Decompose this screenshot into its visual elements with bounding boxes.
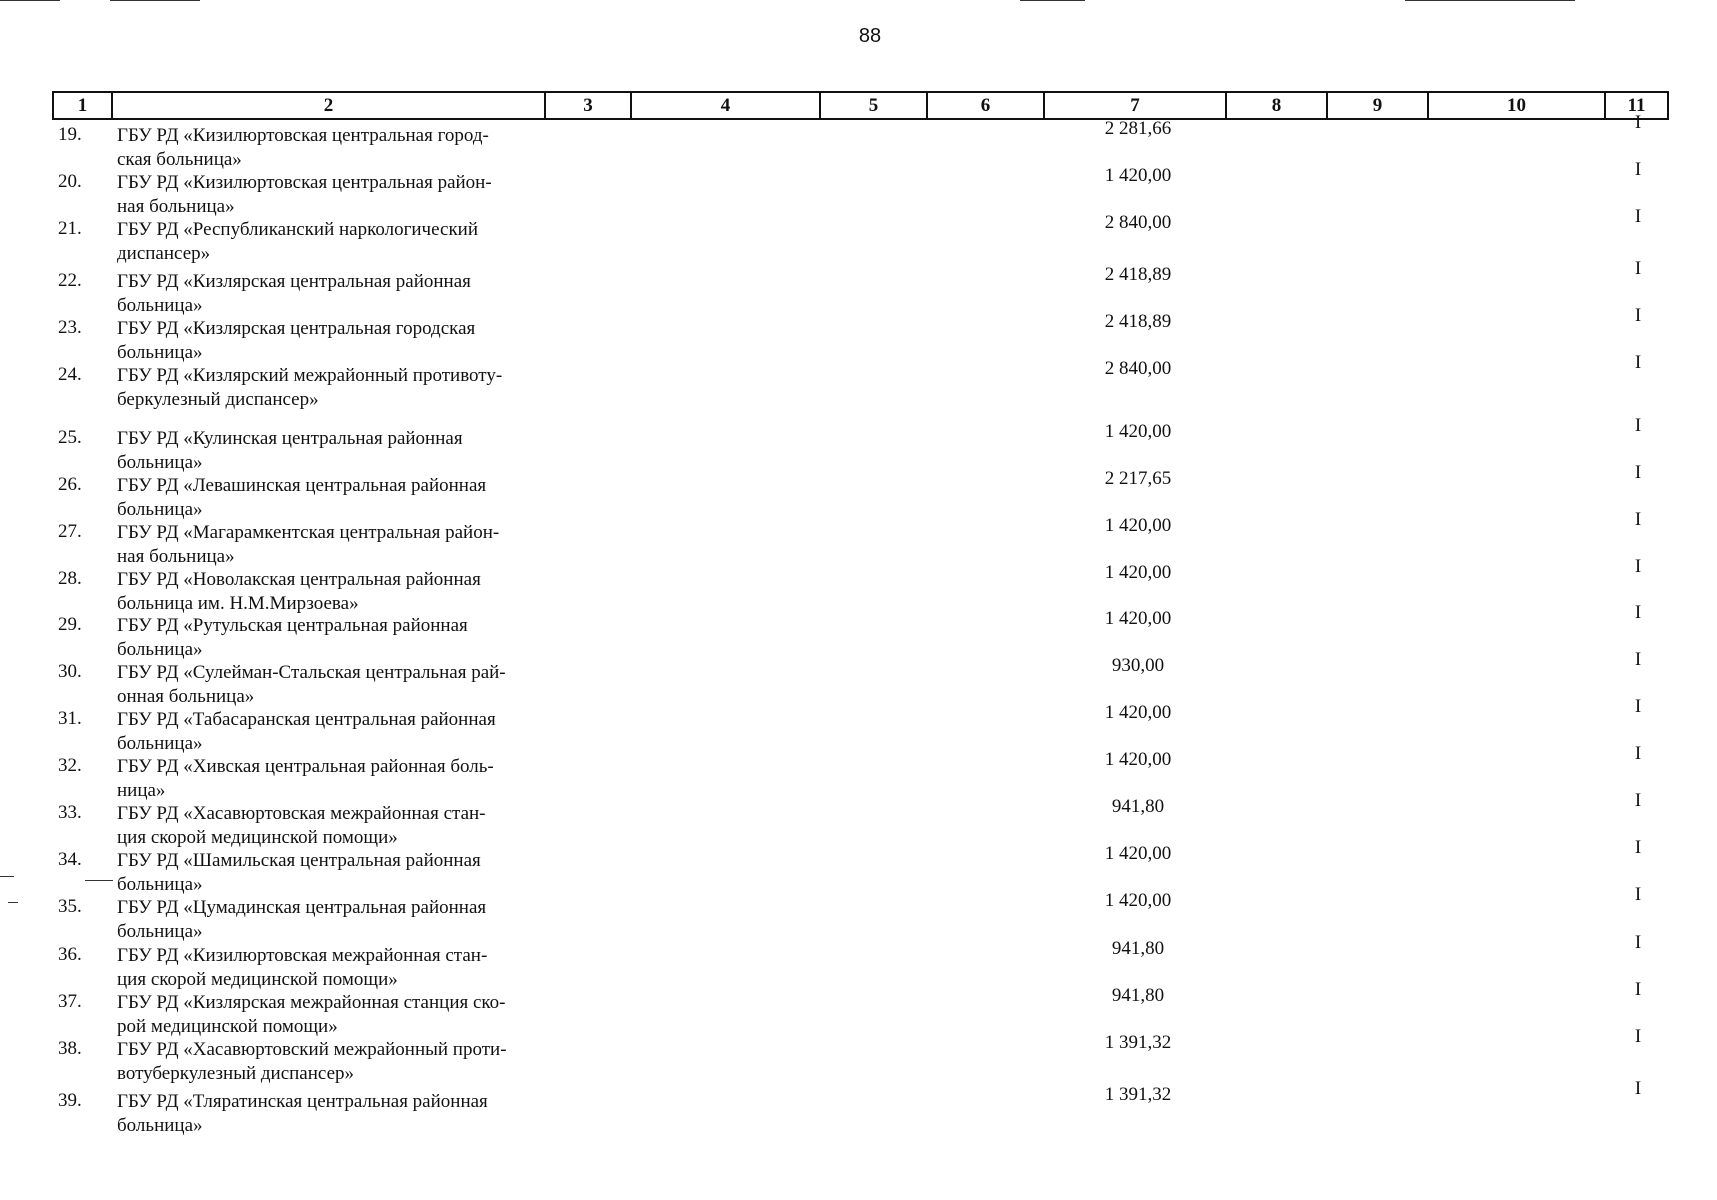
header-col-6: 6 [927, 92, 1044, 119]
scan-artifact [8, 902, 18, 903]
institution-name [117, 521, 547, 569]
column-7-value: 2 281,66 [1104, 118, 1172, 139]
institution-name-line: ская больница» [117, 149, 242, 170]
column-7-value: 1 391,32 [1104, 1032, 1172, 1053]
column-11-value: I [1634, 743, 1642, 764]
row-number: 32. [58, 755, 82, 776]
column-7-value: 2 840,00 [1104, 358, 1172, 379]
institution-name [117, 661, 547, 709]
row-number: 22. [58, 270, 82, 291]
row-number: 23. [58, 317, 82, 338]
institution-name-line: ГБУ РД «Цумадинская центральная районная [117, 897, 487, 918]
institution-name-line: больница» [117, 295, 203, 316]
row-number: 37. [58, 991, 82, 1012]
institution-name-line: диспансер» [117, 243, 211, 264]
column-7-value: 2 840,00 [1104, 212, 1172, 233]
header-row [53, 92, 1668, 119]
header-col-10: 10 [1428, 92, 1605, 119]
institution-name [117, 427, 547, 475]
institution-name [117, 124, 547, 172]
institution-name [117, 991, 547, 1039]
column-11-value: I [1634, 649, 1642, 670]
institution-name-line: ГБУ РД «Хасавюртовская межрайонная стан- [117, 803, 486, 824]
row-number: 29. [58, 614, 82, 635]
column-11-value: I [1634, 305, 1642, 326]
row-number: 34. [58, 849, 82, 870]
institution-name-line: ГБУ РД «Шамильская центральная районная [117, 850, 481, 871]
column-7-value: 2 217,65 [1104, 468, 1172, 489]
institution-name-line: беркулезный диспансер» [117, 389, 319, 410]
institution-name-line: рой медицинской помощи» [117, 1016, 338, 1037]
column-7-value: 1 420,00 [1104, 749, 1172, 770]
row-number: 35. [58, 896, 82, 917]
header-col-11: 11 [1605, 92, 1668, 119]
scan-artifact [110, 0, 200, 1]
institution-name [117, 218, 547, 266]
institution-name [117, 171, 547, 219]
header-col-4: 4 [631, 92, 820, 119]
scan-artifact [0, 0, 60, 1]
column-11-value: I [1634, 979, 1642, 1000]
column-11-value: I [1634, 159, 1642, 180]
institution-name-line: ГБУ РД «Тляратинская центральная районная [117, 1091, 488, 1112]
scan-artifact [0, 876, 14, 877]
column-7-value: 1 420,00 [1104, 890, 1172, 911]
scan-artifact [85, 880, 113, 881]
row-number: 25. [58, 427, 82, 448]
header-col-3: 3 [545, 92, 631, 119]
row-number: 38. [58, 1038, 82, 1059]
column-7-value: 941,80 [1111, 796, 1165, 817]
institution-name-line: ГБУ РД «Рутульская центральная районная [117, 615, 468, 636]
institution-name-line: больница им. Н.М.Мирзоева» [117, 593, 359, 614]
institution-name [117, 568, 547, 616]
column-7-value: 1 420,00 [1104, 515, 1172, 536]
column-7-value: 1 420,00 [1104, 421, 1172, 442]
column-11-value: I [1634, 884, 1642, 905]
column-7-value: 2 418,89 [1104, 264, 1172, 285]
institution-name-line: ГБУ РД «Левашинская центральная районная [117, 475, 487, 496]
institution-name-line: ГБУ РД «Хивская центральная районная боль- [117, 756, 494, 777]
institution-name-line: больница» [117, 499, 203, 520]
institution-name-line: ГБУ РД «Кизлярская межрайонная станция ско- [117, 992, 506, 1013]
column-7-value: 1 420,00 [1104, 702, 1172, 723]
row-number: 39. [58, 1090, 82, 1111]
institution-name [117, 944, 547, 992]
institution-name-line: ная больница» [117, 546, 235, 567]
column-header-table [52, 91, 1669, 120]
row-number: 33. [58, 802, 82, 823]
institution-name [117, 614, 547, 662]
institution-name-line: вотуберкулезный диспансер» [117, 1063, 355, 1084]
institution-name-line: онная больница» [117, 686, 255, 707]
column-7-value: 1 420,00 [1104, 843, 1172, 864]
column-7-value: 941,80 [1111, 985, 1165, 1006]
institution-name-line: ГБУ РД «Табасаранская центральная районная [117, 709, 496, 730]
column-11-value: I [1634, 258, 1642, 279]
row-number: 19. [58, 124, 82, 145]
column-11-value: I [1634, 352, 1642, 373]
column-11-value: I [1634, 112, 1642, 133]
column-11-value: I [1634, 696, 1642, 717]
scan-artifact [1405, 0, 1575, 1]
institution-name-line: ГБУ РД «Кизилюртовская межрайонная стан- [117, 945, 488, 966]
institution-name [117, 474, 547, 522]
institution-name-line: больница» [117, 921, 203, 942]
institution-name [117, 1038, 547, 1086]
institution-name-line: больница» [117, 733, 203, 754]
institution-name-line: ГБУ РД «Республиканский наркологический [117, 219, 479, 240]
row-number: 21. [58, 218, 82, 239]
institution-name-line: ГБУ РД «Кизилюртовская центральная район- [117, 172, 492, 193]
header-col-1: 1 [53, 92, 112, 119]
column-11-value: I [1634, 206, 1642, 227]
column-7-value: 1 420,00 [1104, 608, 1172, 629]
row-number: 20. [58, 171, 82, 192]
scan-artifact [1020, 0, 1085, 1]
institution-name-line: больница» [117, 342, 203, 363]
institution-name-line: больница» [117, 874, 203, 895]
column-11-value: I [1634, 556, 1642, 577]
institution-name-line: ница» [117, 780, 166, 801]
institution-name-line: ГБУ РД «Кулинская центральная районная [117, 428, 463, 449]
column-11-value: I [1634, 932, 1642, 953]
institution-name-line: ная больница» [117, 196, 235, 217]
header-col-7: 7 [1044, 92, 1226, 119]
column-11-value: I [1634, 790, 1642, 811]
column-7-value: 1 391,32 [1104, 1084, 1172, 1105]
institution-name-line: ГБУ РД «Кизлярская центральная районная [117, 271, 471, 292]
row-number: 27. [58, 521, 82, 542]
institution-name-line: ГБУ РД «Хасавюртовский межрайонный проти- [117, 1039, 507, 1060]
header-col-5: 5 [820, 92, 927, 119]
column-7-value: 941,80 [1111, 938, 1165, 959]
institution-name-line: ГБУ РД «Магарамкентская центральная район- [117, 522, 500, 543]
row-number: 31. [58, 708, 82, 729]
column-7-value: 930,00 [1111, 655, 1165, 676]
column-11-value: I [1634, 415, 1642, 436]
institution-name [117, 896, 547, 944]
column-11-value: I [1634, 837, 1642, 858]
institution-name-line: ГБУ РД «Новолакская центральная районная [117, 569, 481, 590]
institution-name-line: больница» [117, 1115, 203, 1136]
institution-name-line: ГБУ РД «Кизлярская центральная городская [117, 318, 476, 339]
column-11-value: I [1634, 462, 1642, 483]
institution-name-line: ция скорой медицинской помощи» [117, 969, 398, 990]
institution-name [117, 270, 547, 318]
column-7-value: 1 420,00 [1104, 562, 1172, 583]
institution-name-line: больница» [117, 639, 203, 660]
institution-name [117, 317, 547, 365]
row-number: 28. [58, 568, 82, 589]
header-col-2: 2 [112, 92, 545, 119]
column-11-value: I [1634, 602, 1642, 623]
institution-name-line: больница» [117, 452, 203, 473]
row-number: 30. [58, 661, 82, 682]
column-11-value: I [1634, 1026, 1642, 1047]
institution-name [117, 708, 547, 756]
institution-name-line: ГБУ РД «Кизилюртовская центральная город- [117, 125, 489, 146]
institution-name [117, 364, 547, 412]
institution-name [117, 1090, 547, 1138]
institution-name-line: ГБУ РД «Кизлярский межрайонный противоту- [117, 365, 503, 386]
column-11-value: I [1634, 1078, 1642, 1099]
row-number: 36. [58, 944, 82, 965]
page-number: 88 [858, 25, 882, 47]
header-col-9: 9 [1327, 92, 1428, 119]
institution-name-line: ГБУ РД «Сулейман-Стальская центральная рай- [117, 662, 506, 683]
institution-name [117, 802, 547, 850]
institution-name [117, 849, 547, 897]
column-7-value: 2 418,89 [1104, 311, 1172, 332]
column-11-value: I [1634, 509, 1642, 530]
row-number: 24. [58, 364, 82, 385]
row-number: 26. [58, 474, 82, 495]
column-7-value: 1 420,00 [1104, 165, 1172, 186]
header-col-8: 8 [1226, 92, 1327, 119]
institution-name-line: ция скорой медицинской помощи» [117, 827, 398, 848]
institution-name [117, 755, 547, 803]
